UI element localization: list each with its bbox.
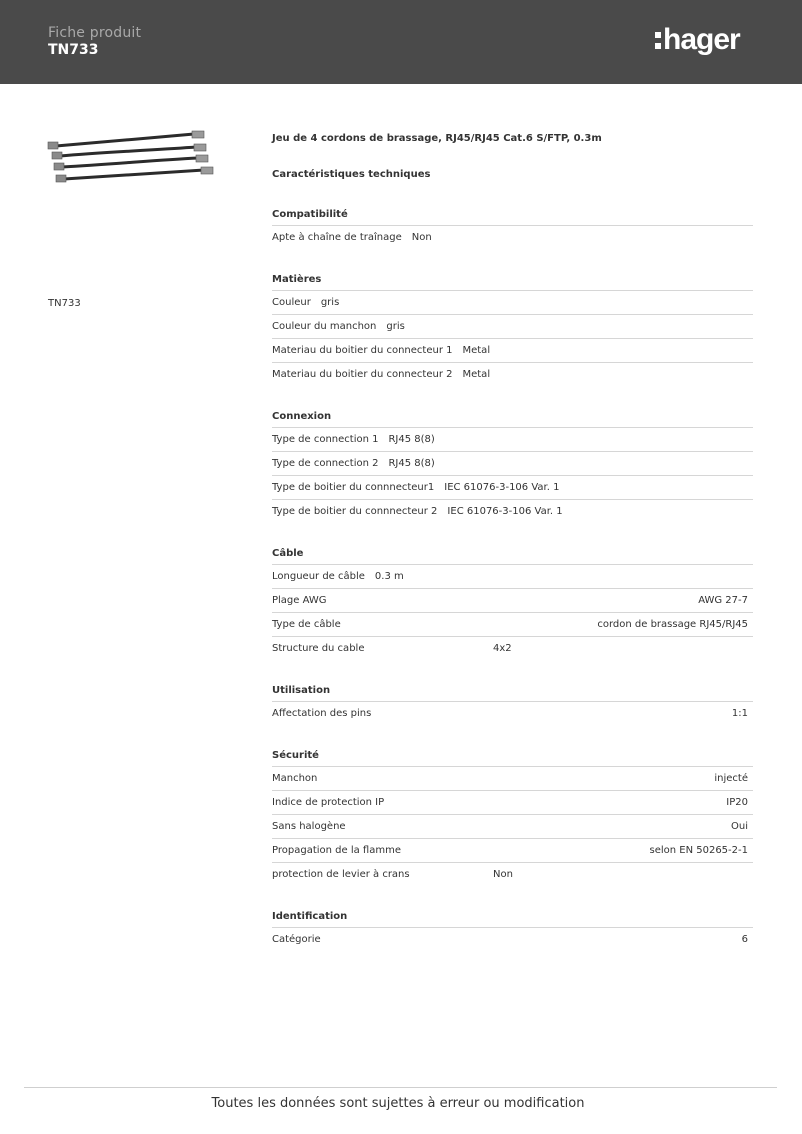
page-header xyxy=(0,0,802,84)
spec-label: Type de connection 2 xyxy=(272,458,379,469)
document-type: Fiche produit xyxy=(48,25,142,41)
product-title: Jeu de 4 cordons de brassage, RJ45/RJ45 Cat.6 S/FTP, 0.3m xyxy=(272,133,602,144)
spec-value: gris xyxy=(386,321,405,332)
product-reference: TN733 xyxy=(48,298,81,309)
hager-logo xyxy=(655,22,740,62)
spec-value: cordon de brassage RJ45/RJ45 xyxy=(597,619,748,630)
spec-label: Propagation de la flamme xyxy=(272,845,401,856)
spec-label: Materiau du boitier du connecteur 2 xyxy=(272,369,453,380)
spec-section xyxy=(272,541,753,660)
spec-label: Structure du cable xyxy=(272,643,365,654)
spec-value: Oui xyxy=(731,821,748,832)
spec-row xyxy=(272,767,753,791)
spec-section xyxy=(272,678,753,725)
spec-value: selon EN 50265-2-1 xyxy=(649,845,748,856)
spec-row xyxy=(272,815,753,839)
spec-value: RJ45 8(8) xyxy=(388,458,435,469)
spec-value: injecté xyxy=(714,773,748,784)
spec-row xyxy=(272,363,753,386)
spec-row xyxy=(272,315,753,339)
spec-value: Metal xyxy=(462,345,491,356)
spec-row xyxy=(272,428,753,452)
spec-value: Metal xyxy=(462,369,491,380)
spec-label: Catégorie xyxy=(272,934,321,945)
spec-section xyxy=(272,743,753,886)
section-title: Connexion xyxy=(272,404,753,428)
spec-row xyxy=(272,637,753,660)
spec-row xyxy=(272,702,753,725)
spec-section xyxy=(272,404,753,523)
spec-value: IEC 61076-3-106 Var. 1 xyxy=(447,506,563,517)
spec-row xyxy=(272,565,753,589)
technical-characteristics-heading: Caractéristiques techniques xyxy=(272,169,431,180)
spec-row xyxy=(272,589,753,613)
spec-label: Indice de protection IP xyxy=(272,797,385,808)
spec-row xyxy=(272,928,753,951)
spec-row xyxy=(272,452,753,476)
spec-row xyxy=(272,476,753,500)
spec-section xyxy=(272,202,753,249)
spec-label: Manchon xyxy=(272,773,318,784)
section-title: Compatibilité xyxy=(272,202,753,226)
spec-label: Couleur xyxy=(272,297,311,308)
spec-value: gris xyxy=(320,297,340,308)
spec-value: Non xyxy=(493,869,513,880)
spec-label: protection de levier à crans xyxy=(272,869,410,880)
spec-value: AWG 27-7 xyxy=(698,595,748,606)
spec-label: Type de connection 1 xyxy=(272,434,379,445)
spec-row xyxy=(272,339,753,363)
footer-divider xyxy=(24,1087,777,1088)
product-details xyxy=(272,130,753,951)
spec-label: Type de câble xyxy=(272,619,341,630)
spec-row xyxy=(272,839,753,863)
spec-label: Longueur de câble xyxy=(272,571,365,582)
spec-row xyxy=(272,291,753,315)
spec-label: Sans halogène xyxy=(272,821,346,832)
spec-value: 0.3 m xyxy=(374,571,404,582)
header-reference: TN733 xyxy=(48,42,99,58)
section-title: Matières xyxy=(272,267,753,291)
spec-row xyxy=(272,226,753,249)
spec-value: 6 xyxy=(741,934,748,945)
spec-label: Plage AWG xyxy=(272,595,327,606)
spec-value: RJ45 8(8) xyxy=(388,434,435,445)
spec-row xyxy=(272,500,753,523)
section-title: Câble xyxy=(272,541,753,565)
section-title: Utilisation xyxy=(272,678,753,702)
logo-text: hager xyxy=(663,23,740,56)
spec-value: 1:1 xyxy=(731,708,748,719)
spec-row xyxy=(272,863,753,886)
spec-row xyxy=(272,613,753,637)
spec-sections xyxy=(272,202,753,951)
spec-section xyxy=(272,267,753,386)
spec-row xyxy=(272,791,753,815)
section-title: Identification xyxy=(272,904,753,928)
spec-section xyxy=(272,904,753,951)
spec-label: Affectation des pins xyxy=(272,708,372,719)
spec-value: IP20 xyxy=(726,797,748,808)
spec-value: Non xyxy=(411,232,432,243)
patch-cord-image xyxy=(46,128,216,190)
spec-label: Apte à chaîne de traînage xyxy=(272,232,402,243)
spec-label: Couleur du manchon xyxy=(272,321,377,332)
spec-label: Materiau du boitier du connecteur 1 xyxy=(272,345,453,356)
section-title: Sécurité xyxy=(272,743,753,767)
spec-label: Type de boitier du connnecteur 2 xyxy=(272,506,438,517)
spec-value: 4x2 xyxy=(493,643,512,654)
spec-label: Type de boitier du connnecteur1 xyxy=(272,482,435,493)
footer-disclaimer: Toutes les données sont sujettes à erreur ou modification xyxy=(211,1096,585,1111)
logo-colon-icon xyxy=(655,32,663,54)
spec-value: IEC 61076-3-106 Var. 1 xyxy=(444,482,560,493)
